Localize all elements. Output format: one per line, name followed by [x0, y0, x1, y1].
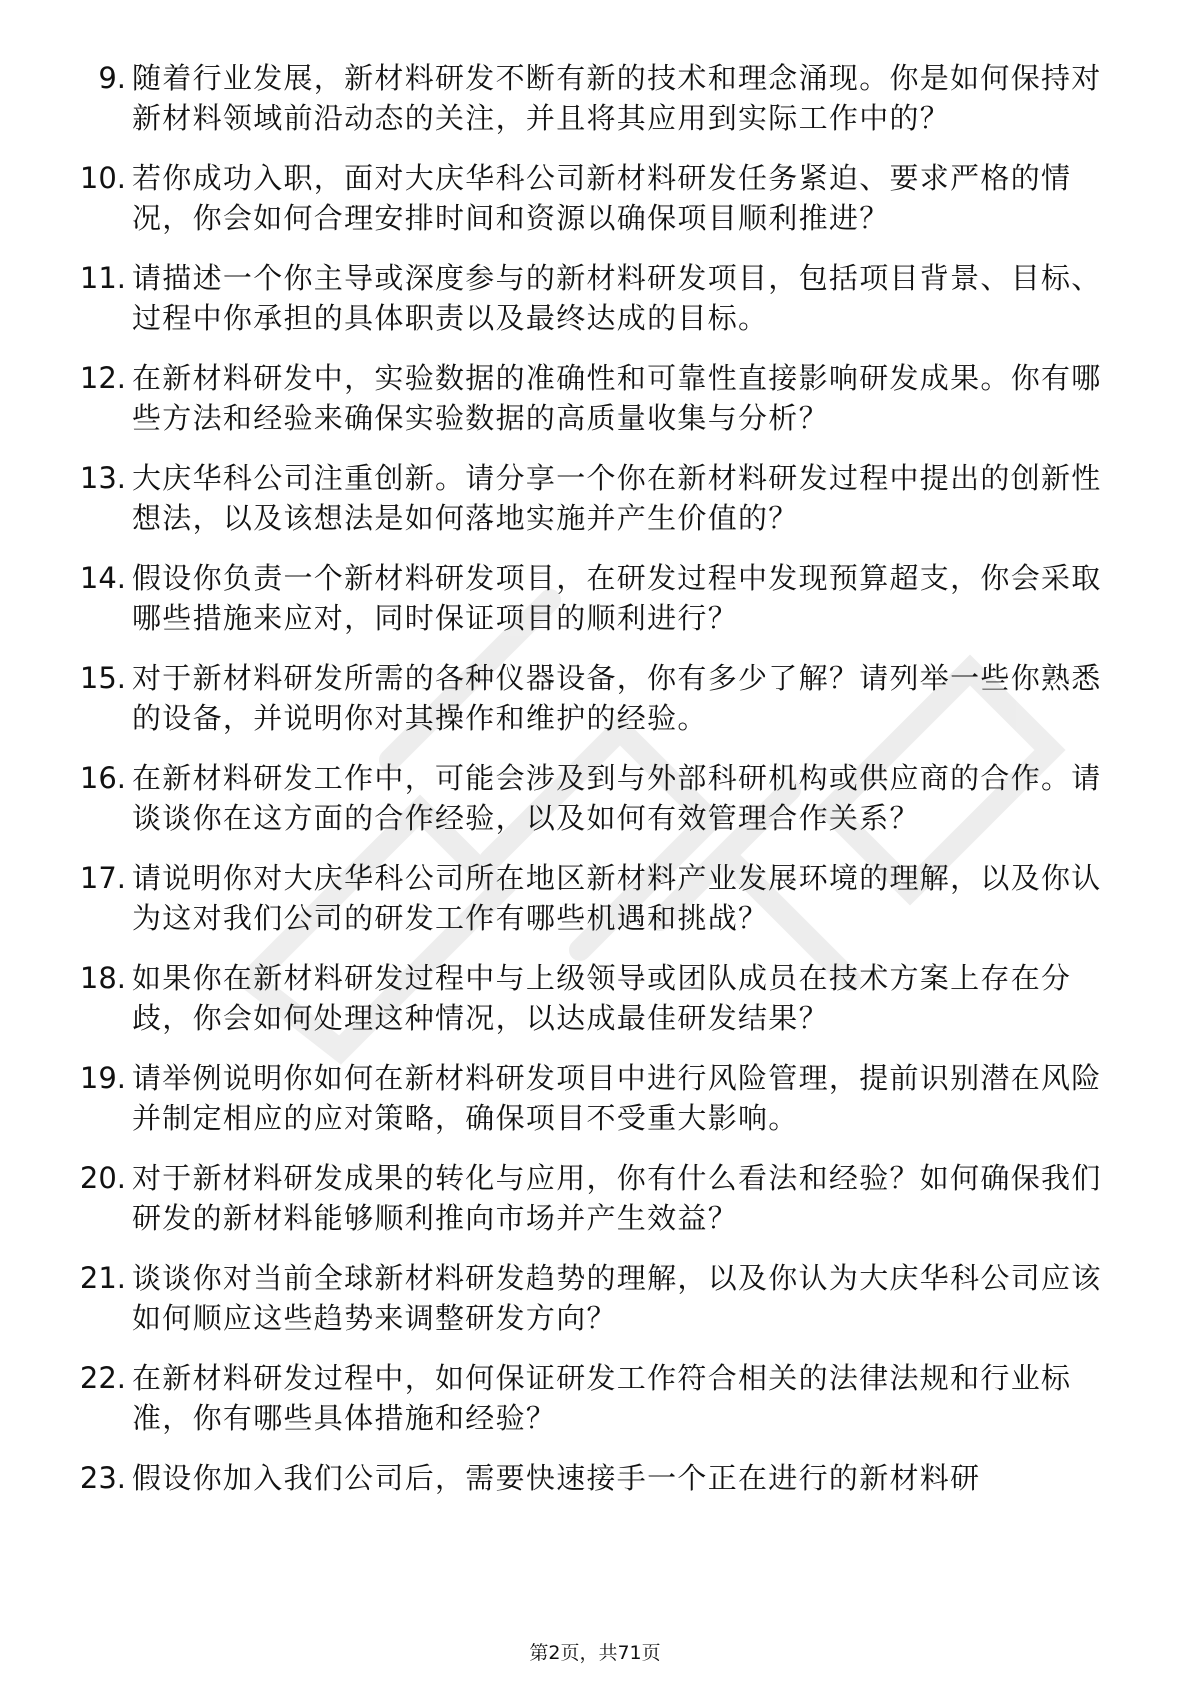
- question-text: 请说明你对大庆华科公司所在地区新材料产业发展环境的理解，以及你认为这对我们公司的研发工作有哪些机遇和挑战？: [132, 861, 1102, 935]
- question-text: 对于新材料研发成果的转化与应用，你有什么看法和经验？如何确保我们研发的新材料能够顺利推向市场并产生效益？: [132, 1161, 1102, 1235]
- question-item: [60, 858, 1110, 938]
- question-number: 15.: [79, 661, 126, 695]
- question-number: 21.: [79, 1261, 126, 1295]
- question-number: 13.: [79, 461, 126, 495]
- question-item: [60, 958, 1110, 1038]
- question-item: [60, 758, 1110, 838]
- question-text: 请举例说明你如何在新材料研发项目中进行风险管理，提前识别潜在风险并制定相应的应对策略，确保项目不受重大影响。: [132, 1061, 1102, 1135]
- question-text: 假设你负责一个新材料研发项目，在研发过程中发现预算超支，你会采取哪些措施来应对，同时保证项目的顺利进行？: [132, 561, 1102, 635]
- question-list: [60, 58, 1110, 1518]
- question-text: 请描述一个你主导或深度参与的新材料研发项目，包括项目背景、目标、过程中你承担的具体职责以及最终达成的目标。: [132, 261, 1102, 335]
- question-text: 随着行业发展，新材料研发不断有新的技术和理念涌现。你是如何保持对新材料领域前沿动态的关注，并且将其应用到实际工作中的？: [132, 61, 1102, 135]
- question-text: 假设你加入我们公司后，需要快速接手一个正在进行的新材料研: [132, 1461, 981, 1495]
- question-text: 在新材料研发过程中，如何保证研发工作符合相关的法律法规和行业标准，你有哪些具体措施和经验？: [132, 1361, 1072, 1435]
- question-text: 在新材料研发工作中，可能会涉及到与外部科研机构或供应商的合作。请谈谈你在这方面的合作经验，以及如何有效管理合作关系？: [132, 761, 1102, 835]
- question-item: [60, 58, 1110, 138]
- question-number: 14.: [79, 561, 126, 595]
- question-number: 17.: [79, 861, 126, 895]
- question-number: 20.: [79, 1161, 126, 1195]
- question-item: [60, 258, 1110, 338]
- question-text: 对于新材料研发所需的各种仪器设备，你有多少了解？请列举一些你熟悉的设备，并说明你对其操作和维护的经验。: [132, 661, 1102, 735]
- question-item: [60, 458, 1110, 538]
- question-text: 若你成功入职，面对大庆华科公司新材料研发任务紧迫、要求严格的情况，你会如何合理安排时间和资源以确保项目顺利推进？: [132, 161, 1072, 235]
- question-number: 23.: [79, 1461, 126, 1495]
- question-text: 谈谈你对当前全球新材料研发趋势的理解，以及你认为大庆华科公司应该如何顺应这些趋势来调整研发方向？: [132, 1261, 1102, 1335]
- question-item: [60, 558, 1110, 638]
- question-item: [60, 658, 1110, 738]
- question-number: 16.: [79, 761, 126, 795]
- question-item: [60, 1158, 1110, 1238]
- question-number: 9.: [98, 61, 126, 95]
- question-number: 22.: [79, 1361, 126, 1395]
- question-item: [60, 1058, 1110, 1138]
- question-item: [60, 1258, 1110, 1338]
- question-item: [60, 158, 1110, 238]
- question-item: [60, 1458, 1110, 1498]
- question-number: 12.: [79, 361, 126, 395]
- question-number: 19.: [79, 1061, 126, 1095]
- question-number: 10.: [79, 161, 126, 195]
- question-text: 如果你在新材料研发过程中与上级领导或团队成员在技术方案上存在分歧，你会如何处理这种情况，以达成最佳研发结果？: [132, 961, 1072, 1035]
- question-text: 在新材料研发中，实验数据的准确性和可靠性直接影响研发成果。你有哪些方法和经验来确保实验数据的高质量收集与分析？: [132, 361, 1102, 435]
- question-item: [60, 1358, 1110, 1438]
- question-number: 11.: [79, 261, 126, 295]
- question-text: 大庆华科公司注重创新。请分享一个你在新材料研发过程中提出的创新性想法，以及该想法是如何落地实施并产生价值的？: [132, 461, 1102, 535]
- question-item: [60, 358, 1110, 438]
- page-footer: 第2页，共71页: [529, 1642, 661, 1664]
- question-number: 18.: [79, 961, 126, 995]
